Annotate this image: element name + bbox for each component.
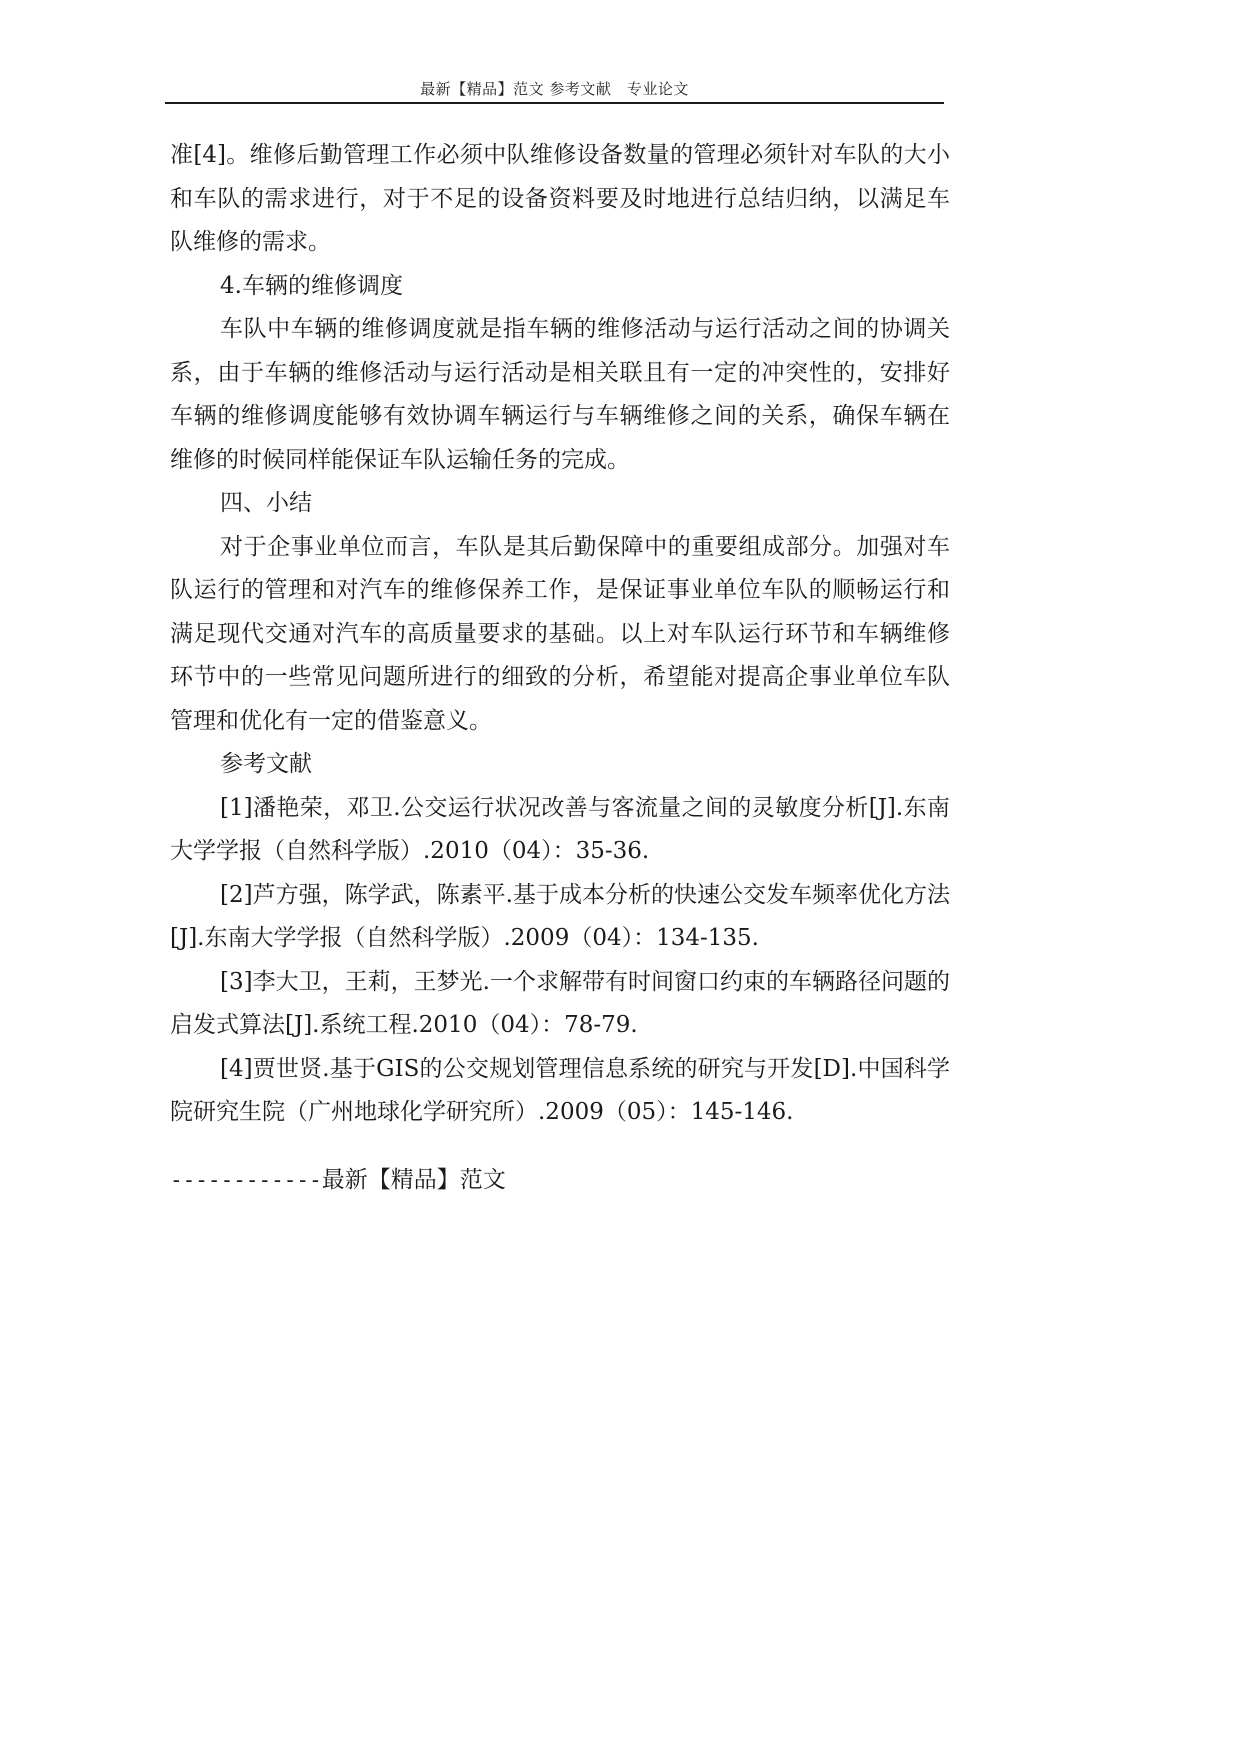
header-divider — [165, 102, 944, 104]
reference-item-2: [2]芦方强，陈学武，陈素平.基于成本分析的快速公交发车频率优化方法[J].东南大学学报（自然科学版）.2009（04）：134-135. — [170, 881, 950, 951]
page-footer — [170, 1159, 506, 1203]
footer-text: 最新【精品】范文 — [321, 1167, 506, 1193]
reference-item-3: [3]李大卫，王莉，王梦光.一个求解带有时间窗口约束的车辆路径问题的启发式算法[J].系统工程.2010（04）：78-79. — [170, 968, 950, 1038]
paragraph-maintenance-logistics: 准[4]。维修后勤管理工作必须中队维修设备数量的管理必须针对车队的大小和车队的需求进行，对于不足的设备资料要及时地进行总结归纳，以满足车队维修的需求。 — [170, 142, 950, 255]
section-heading-references: 参考文献 — [220, 751, 312, 777]
paragraph-dispatch: 车队中车辆的维修调度就是指车辆的维修活动与运行活动之间的协调关系，由于车辆的维修活动与运行活动是相关联且有一定的冲突性的，安排好车辆的维修调度能够有效协调车辆运行与车辆维修之间的关系，确保车辆在维修的时候同样能保证车队运输任务的完成。 — [170, 316, 950, 473]
section-heading-dispatch: 4.车辆的维修调度 — [220, 272, 403, 299]
document-body — [170, 134, 950, 1135]
paragraph-summary: 对于企事业单位而言，车队是其后勤保障中的重要组成部分。加强对车队运行的管理和对汽车的维修保养工作，是保证事业单位车队的顺畅运行和满足现代交通对汽车的高质量要求的基础。以上对车队运行环节和车辆维修环节中的一些常见问题所进行的细致的分析，希望能对提高企事业单位车队管理和优化有一定的借鉴意义。 — [170, 533, 950, 734]
reference-item-1: [1]潘艳荣，邓卫.公交运行状况改善与客流量之间的灵敏度分析[J].东南大学学报（自然科学版）.2010（04）：35-36. — [170, 794, 950, 864]
page-header: 最新【精品】范文 参考文献 专业论文 — [420, 80, 689, 98]
footer-dashes: ------------ — [170, 1168, 322, 1192]
section-heading-summary: 四、小结 — [220, 490, 312, 516]
reference-item-4: [4]贾世贤.基于GIS的公交规划管理信息系统的研究与开发[D].中国科学院研究生院（广州地球化学研究所）.2009（05）：145-146. — [170, 1055, 950, 1125]
